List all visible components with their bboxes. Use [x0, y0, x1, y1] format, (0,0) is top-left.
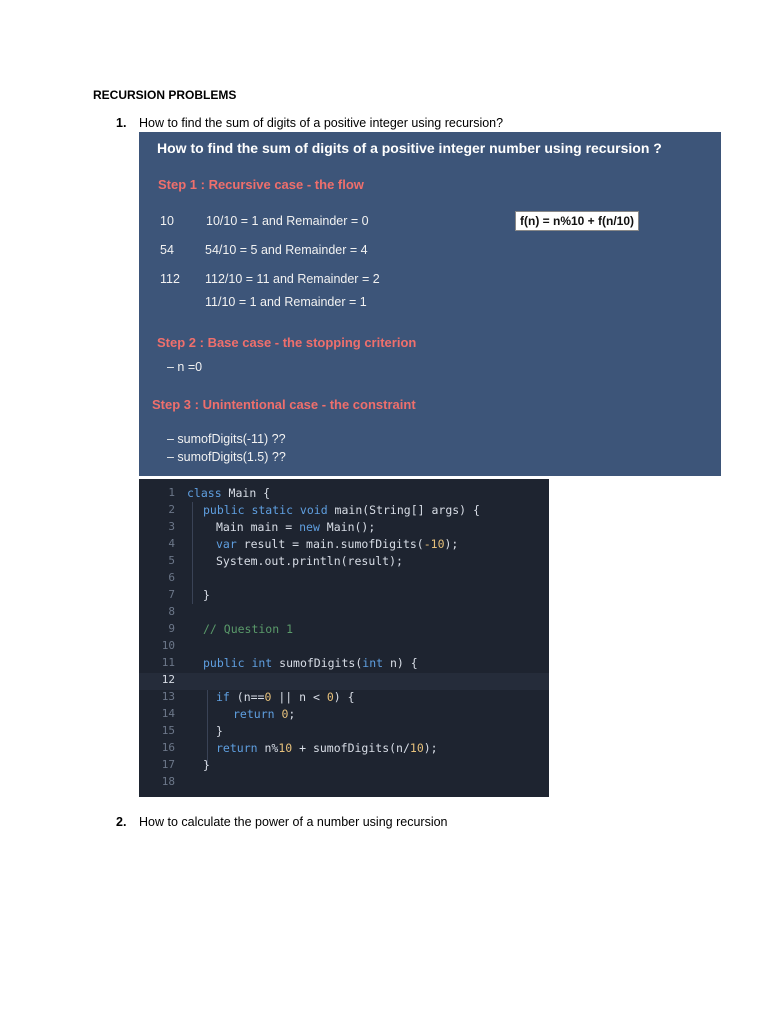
- code-line: return 0;: [233, 707, 296, 721]
- line-number: 8: [168, 605, 175, 618]
- row-number: 10: [160, 214, 174, 228]
- code-comment: // Question 1: [203, 622, 294, 636]
- code-line: class Main {: [187, 486, 271, 500]
- indent-guide: [207, 690, 208, 766]
- line-number: 5: [168, 554, 175, 567]
- line-number: 1: [168, 486, 175, 499]
- row-calc: 11/10 = 1 and Remainder = 1: [205, 295, 367, 309]
- row-calc: 54/10 = 5 and Remainder = 4: [205, 243, 368, 257]
- row-number: 112: [160, 272, 180, 286]
- line-number: 10: [161, 639, 175, 652]
- line-number: 14: [161, 707, 175, 720]
- indent-guide: [192, 502, 193, 604]
- step1-heading: Step 1 : Recursive case - the flow: [158, 177, 364, 192]
- line-number: 13: [161, 690, 175, 703]
- line-number: 11: [161, 656, 175, 669]
- constraint-item: – sumofDigits(1.5) ??: [167, 450, 286, 464]
- line-number: 9: [168, 622, 175, 635]
- code-line: }: [216, 724, 223, 738]
- base-case: – n =0: [167, 360, 203, 374]
- question-number: 2.: [116, 815, 127, 829]
- current-line-highlight: [139, 673, 549, 690]
- code-line: return n%10 + sumofDigits(n/10);: [216, 741, 438, 755]
- row-number: 54: [160, 243, 174, 257]
- question-text: How to find the sum of digits of a positive integer using recursion?: [139, 116, 504, 130]
- slide-title: How to find the sum of digits of a positive integer number using recursion ?: [157, 140, 662, 156]
- line-number: 17: [161, 758, 175, 771]
- line-number: 18: [161, 775, 175, 788]
- row-calc: 10/10 = 1 and Remainder = 0: [206, 214, 369, 228]
- line-number: 7: [168, 588, 175, 601]
- question-1: [116, 116, 503, 130]
- question-2: [116, 815, 448, 829]
- question-text: How to calculate the power of a number using recursion: [139, 815, 448, 829]
- line-number: 2: [168, 503, 175, 516]
- line-number: 4: [168, 537, 175, 550]
- code-line: public int sumofDigits(int n) {: [203, 656, 418, 670]
- code-line: public static void main(String[] args) {: [203, 503, 480, 517]
- code-line: var result = main.sumofDigits(-10);: [216, 537, 459, 551]
- slide-image: [139, 132, 721, 476]
- question-number: 1.: [116, 116, 127, 130]
- line-number: 6: [168, 571, 175, 584]
- code-line: }: [203, 758, 210, 772]
- line-number: 15: [161, 724, 175, 737]
- step3-heading: Step 3 : Unintentional case - the constraint: [152, 397, 416, 412]
- code-line: System.out.println(result);: [216, 554, 403, 568]
- line-number: 12: [161, 673, 175, 686]
- line-number: 16: [161, 741, 175, 754]
- step2-heading: Step 2 : Base case - the stopping criterion: [157, 335, 417, 350]
- code-line: Main main = new Main();: [216, 520, 376, 534]
- line-number: 3: [168, 520, 175, 533]
- constraint-item: – sumofDigits(-11) ??: [167, 432, 286, 446]
- document-heading: RECURSION PROBLEMS: [93, 88, 237, 102]
- code-line: }: [203, 588, 210, 602]
- formula-box: f(n) = n%10 + f(n/10): [515, 211, 639, 231]
- row-calc: 112/10 = 11 and Remainder = 2: [205, 272, 380, 286]
- code-editor: [139, 479, 549, 797]
- code-line: if (n==0 || n < 0) {: [216, 690, 355, 704]
